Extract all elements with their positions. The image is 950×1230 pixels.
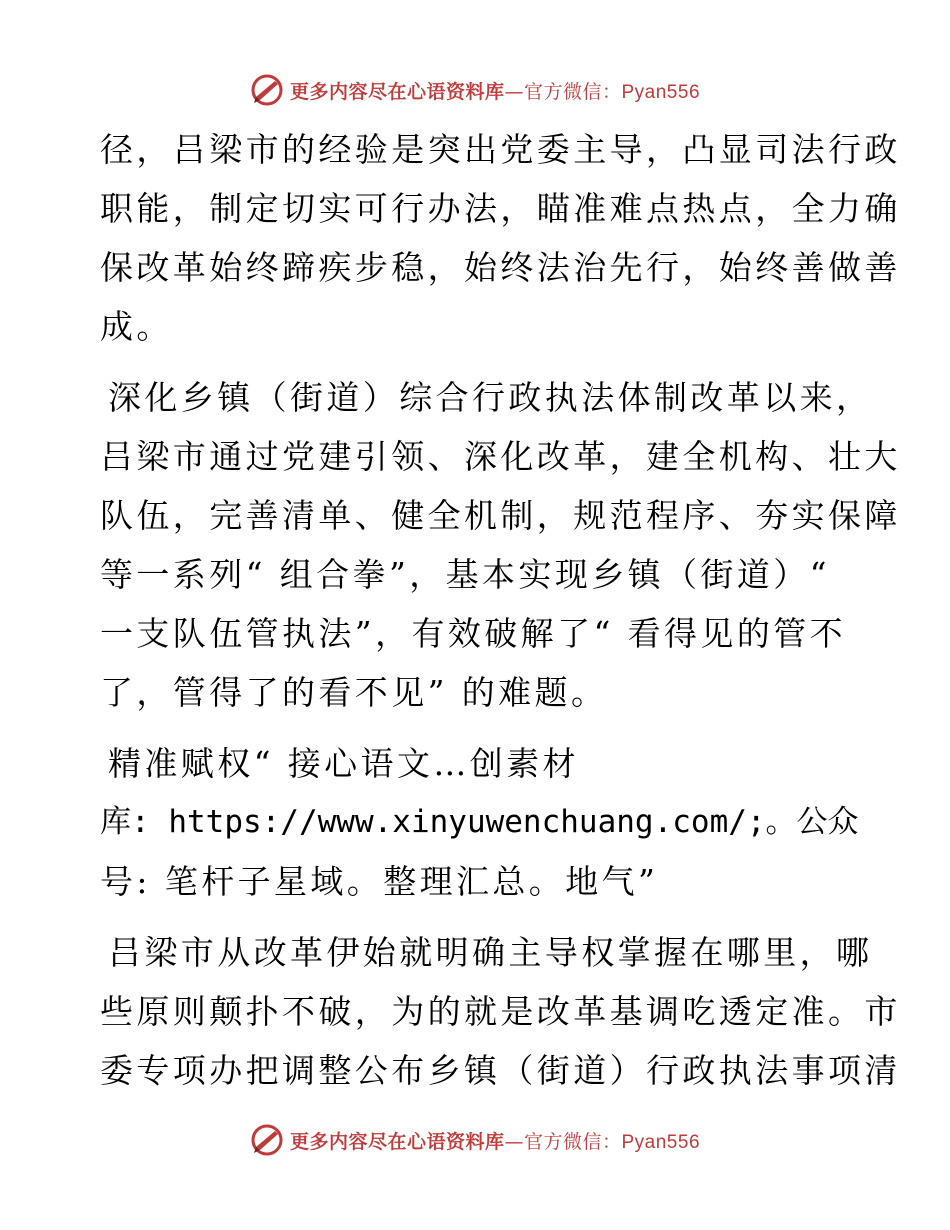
text-line: 精准赋权“ 接心语文…创素材 bbox=[108, 744, 579, 783]
banner-text bbox=[290, 77, 700, 104]
paragraph bbox=[100, 120, 901, 356]
header-banner bbox=[0, 70, 950, 110]
banner-wechat-id: Pyan556 bbox=[621, 1131, 701, 1153]
banner-label: 官方微信： bbox=[523, 80, 622, 103]
text-line: 成。 bbox=[100, 307, 173, 346]
text-line: 一支队伍管执法”，有效破解了“ 看得见的管不 bbox=[100, 614, 847, 653]
text-line: 吕梁市通过党建引领、深化改革，建全机构、壮大 bbox=[100, 437, 901, 476]
text-line: 了，管得了的看不见” 的难题。 bbox=[100, 673, 608, 712]
text-line-url: 库: https://www.xinyuwenchuang.com/;。公众 bbox=[100, 804, 859, 840]
paragraph bbox=[100, 923, 901, 1100]
document-body bbox=[100, 120, 901, 1112]
brand-logo-icon bbox=[250, 73, 284, 107]
banner-brand: 更多内容尽在心语资料库 bbox=[289, 1130, 505, 1153]
text-line: 径，吕梁市的经验是突出党委主导，凸显司法行政 bbox=[100, 130, 901, 169]
text-line: 深化乡镇（街道）综合行政执法体制改革以来， bbox=[108, 378, 873, 417]
text-line: 些原则颠扑不破，为的就是改革基调吃透定准。市 bbox=[100, 992, 901, 1031]
text-line: 等一系列“ 组合拳”，基本实现乡镇（街道）“ bbox=[100, 555, 830, 594]
brand-logo-icon bbox=[250, 1123, 284, 1157]
paragraph bbox=[100, 734, 860, 911]
banner-dash: — bbox=[504, 1130, 524, 1153]
text-line: 号: 笔杆子星域。整理汇总。地气” bbox=[100, 862, 659, 901]
text-line: 队伍，完善清单、健全机制，规范程序、夯实保障 bbox=[100, 496, 901, 535]
text-line: 保改革始终蹄疾步稳，始终法治先行，始终善做善 bbox=[100, 248, 901, 287]
footer-banner bbox=[0, 1120, 950, 1160]
banner-dash: — bbox=[504, 80, 524, 103]
text-line: 委专项办把调整公布乡镇（街道）行政执法事项清 bbox=[100, 1051, 901, 1090]
text-line: 吕梁市从改革伊始就明确主导权掌握在哪里，哪 bbox=[108, 933, 873, 972]
text-line: 职能，制定切实可行办法，瞄准难点热点，全力确 bbox=[100, 189, 901, 228]
banner-wechat-id: Pyan556 bbox=[621, 81, 701, 103]
banner-label: 官方微信： bbox=[523, 1130, 622, 1153]
banner-text bbox=[290, 1127, 700, 1154]
paragraph bbox=[100, 368, 901, 722]
banner-brand: 更多内容尽在心语资料库 bbox=[289, 80, 505, 103]
